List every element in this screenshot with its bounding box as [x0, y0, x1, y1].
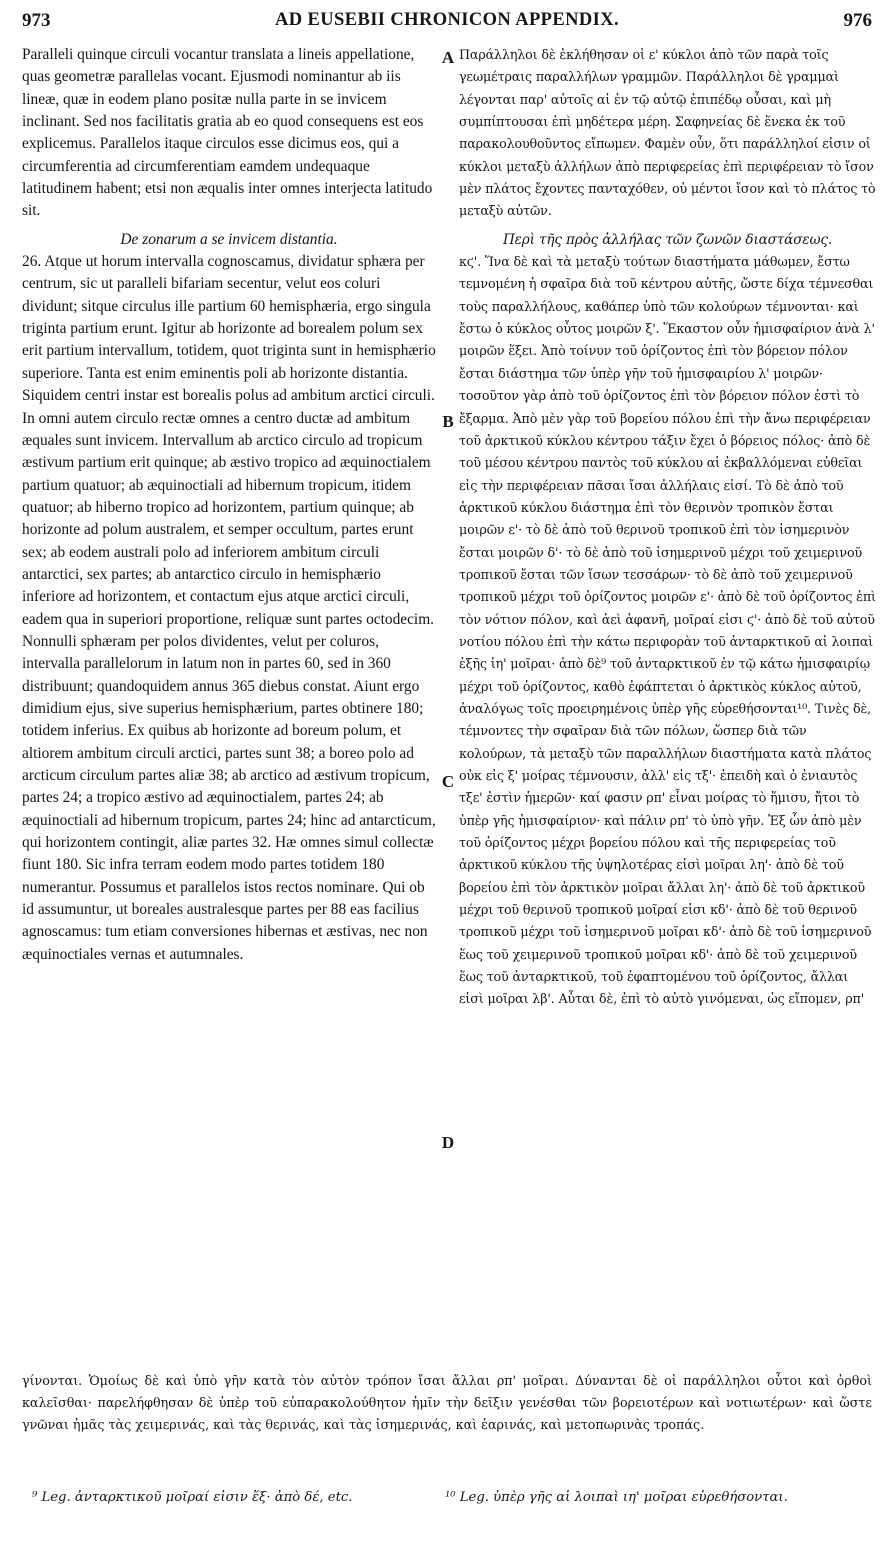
footnote-10-text: ¹⁰ Leg. ὑπὲρ γῆς αἱ λοιπαὶ ιη' μοῖραι εὑρεθήσονται.	[445, 1490, 788, 1505]
greek-continuation: γίνονται. Ὁμοίως δὲ καὶ ὑπὸ γῆν κατὰ τὸν αὐτὸν τρόπον ἴσαι ἄλλαι ρπ' μοῖραι. Δύνανται δὲ οἱ παράλληλοι οὗτοι καὶ ὀρθοὶ καλεῖσθαι· παρελήφθησαν δὲ ὑπὲρ τοῦ εὐπαρακολούθητον ἡμῖν τὴν δεῖξιν γενέσθαι τῶν βορειοτέρων καὶ νοτιωτέρων· καὶ ὥστε γνῶναι ἡμᾶς τὰς χειμερινάς, καὶ τὰς θερινάς, καὶ τὰς ἰσημερινάς, καὶ ἐαρινάς, καὶ μετοπωρινὰς τροπάς.	[22, 1372, 872, 1433]
running-title: AD EUSEBII CHRONICON APPENDIX.	[274, 10, 619, 30]
greek-paragraph-2: κϛ'. Ἵνα δὲ καὶ τὰ μεταξὺ τούτων διαστήματα μάθωμεν, ἔστω τεμνομένη ἡ σφαῖρα διὰ τοῦ κέντρου αὐτῆς, ὥστε δίχα τέμνεσθαι τοὺς παραλλήλους, καθάπερ ὑπὸ τῶν κολούρων τέμνονται· καὶ ἔστω ὁ κύκλος οὗτος μοιρῶν ξ'. Ἕκαστον οὖν ἡμισφαίριον ἀνὰ λ' μοιρῶν ἕξει. Ἀπὸ τοίνυν τοῦ ὁρίζοντος ἐπὶ τὸν βόρειον πόλον ἔσται διάστημα τῶν ὑπὲρ γῆν τοῦ ἡμισφαιρίου λ' μοιρῶν· τοσοῦτον γὰρ ἀπὸ τοῦ ὁρίζοντος ἐπὶ τὸν βόρειον πόλον ἐστὶ τὸ ἔξαρμα. Ἀπὸ μὲν γὰρ τοῦ βορείου πόλου ἐπὶ τὴν ἄνω περιφέρειαν τοῦ ἀρκτικοῦ κύκλου κέντρου τάξιν ἔχει ὁ βόρειος πόλος· ἀπὸ δὲ τοῦ μέσου κέντρου παντὸς τοῦ κύκλου αἱ ἐκβαλλόμεναι εὐθεῖαι εἰς τὴν περιφέρειαν πᾶσαι ἴσαι ἀλλήλαις εἰσί. Τὸ δὲ ἀπὸ τοῦ ἀρκτικοῦ κύκλου διάστημα ἐπὶ τὸν θερινὸν τροπικὸν ἔσται μοιρῶν ε'· τὸ δὲ ἀπὸ τοῦ θερινοῦ τροπικοῦ ἐπὶ τὸν ἰσημερινὸν ἔσται μοιρῶν δ'· τὸ δὲ ἀπὸ τοῦ ἰσημερινοῦ μέχρι τοῦ χειμερινοῦ τροπικοῦ ἔσται τῶν ἴσων τεσσάρων· τὸ δὲ ἀπὸ τοῦ χειμερινοῦ τροπικοῦ μέχρι τοῦ ὁρίζοντος μοιρῶν ε'· ἀπὸ δὲ τοῦ ὁρίζοντος ἐπὶ τὸν νότιον πόλον, καὶ ἀεὶ ἀφανῆ, μοῖραί εἰσι ϛ'· ἀπὸ δὲ τοῦ αὐτοῦ νοτίου πόλου ἐπὶ τὴν κάτω περιφορὰν τοῦ ἀνταρκτικοῦ αἱ λοιπαὶ ἑξῆς ἰη' μοῖραι· ἀπὸ δὲ⁹ τοῦ ἀνταρκτικοῦ ἐν τῷ κάτω ἡμισφαιρίῳ μέχρι τοῦ ὁρίζοντος, καθὸ ἐφάπτεται ὁ ἀρκτικὸς κύκλος αὐτοῦ, ἀναλόγως τοῖς προειρημένοις ὑπὲρ γῆς εὑρεθήσονται¹⁰. Τινὲς δὲ, τέμνοντες τὴν σφαῖραν διὰ τῶν πόλων, ὥσπερ διὰ τῶν κολούρων, τὰ μεταξὺ τῶν παραλλήλων διαστήματα κατὰ πλάτος οὐκ εἰς ξ' μοίρας τέμνουσιν, ἀλλ' εἰς τξ'· ἐπειδὴ καὶ ὁ ἐνιαυτὸς τξε' ἐστὶν ἡμερῶν· καί φασιν ρπ' εἶναι μοίρας τὸ ἥμισυ, ἤτοι τὸ ὑπὲρ γῆς ἡμισφαίριον· καὶ πάλιν ρπ' τὸ ὑπὸ γῆν. Ἐξ ὧν ἀπὸ μὲν τοῦ ὁρίζοντος μέχρι βορείου πόλου καὶ τῆς περιφερείας τοῦ ἀρκτικοῦ κύκλου τῆς ὑψηλοτέρας εἰσὶ μοῖραι λη'· ἀπὸ δὲ τοῦ βορείου ἐπὶ τὸν ἀρκτικὸν μοῖραι ἄλλαι λη'· ἀπὸ δὲ τοῦ ἀρκτικοῦ μέχρι τοῦ θερινοῦ τροπικοῦ μοῖραί εἰσι κδ'· ἀπὸ δὲ τοῦ θερινοῦ τροπικοῦ μέχρι τοῦ ἰσημερινοῦ μοῖραι κδ'· ἀπὸ δὲ τοῦ ἰσημερινοῦ ἕως τοῦ χειμερινοῦ τροπικοῦ μοῖραι κδ'· ἀπὸ δὲ τοῦ χειμερινοῦ ἕως τοῦ ἀνταρκτικοῦ, τοῦ ἐφαπτομένου τοῦ ὁρίζοντος, ἄλλαι εἰσὶ μοῖραι λβ'. Αὗται δὲ, ἐπὶ τὸ αὐτὸ γινόμεναι, ὡς εἴπομεν, ρπ'	[459, 254, 876, 1007]
latin-column	[22, 44, 436, 966]
page-number-left: 973	[22, 10, 51, 31]
margin-marker-b: B	[442, 412, 454, 431]
greek-paragraph-1: Παράλληλοι δὲ ἐκλήθησαν οἱ ε' κύκλοι ἀπὸ τῶν παρὰ τοῖς γεωμέτραις παραλλήλων γραμμῶν. Παράλληλοι δὲ γραμμαὶ λέγονται παρ' αὐτοῖς αἱ ἐν τῷ αὐτῷ ἐπιπέδῳ οὖσαι, καὶ μὴ συμπίπτουσαι ἐπὶ μηδέτερα μέρη. Σαφηνείας δὲ ἕνεκα ἐκ τοῦ παρακολουθοῦντος εἴπωμεν. Φαμὲν οὖν, ὅτι παράλληλοί εἰσιν οἱ κύκλοι μεταξὺ ἀλλήλων ἀπὸ περιφερείας ἐπὶ περιφέρειαν τὸ ἴσον μὲν πλάτος ἔχοντες πανταχόθεν, οὐ μέντοι ἴσον καὶ τὸ πλάτος τὸ μεταξὺ αὐτῶν.	[459, 47, 876, 219]
latin-section-title: De zonarum a se invicem distantia.	[120, 230, 338, 248]
latin-paragraph-2: 26. Atque ut horum intervalla cognoscamus, dividatur sphæra per centrum, sic ut paralleli bifariam secentur, velut eos coluri dividunt; sitque circulus ille partium 60 hemisphæria, ergo singula triginta partium erunt. Igitur ab horizonte ad borealem polum sex erit partium intervallum, totidem, quot triginta sunt in hemisphærio superiore. Tanta est enim eminentis poli ab horizonte distantia. Siquidem centri instar est borealis polus ad ambitum arctici circuli. In omni autem circulo rectæ omnes a centro ductæ ad ambitum æquales sunt invicem. Intervallum ab arctico circulo ad tropicum æstivum partium erit quinque; ab æstivo tropico ad æquinoctialem partium quatuor; ab æquinoctiali ad hibernum tropicum, itidem quatuor; ab hiberno tropico ad horizontem, partium quinque; ab horizonte ad polum australem, et semper occultum, partes erunt sex; ab eodem australi polo ad inferiorem ambitum circuli antarctici, sex partes; ab antarctico circulo in hemisphærio inferiore ad horizontem, et contactum ejus atque arctici circuli, eadem qua in superiori proportione, reliquæ sunt partes octodecim. Nonnulli sphæram per polos dividentes, velut per coluros, intervalla parallelorum in latum non in partes 60, sed in 360 distribuunt; quandoquidem annus 365 diebus constat. Aiunt ergo dimidium ejus, sive superius hemisphærium, partes obtinere 180; totidem inferius. Ex quibus ab horizonte ad boreum polum, et altiorem ambitum circuli arctici, partes sunt 38; a boreo polo ad arcticum circulum partes aliæ 38; ab arctico ad æstivum tropicum, partes 24; a tropico æstivo ad æquinoctialem, partes 24; ab æquinoctiali ad hibernum tropicum, partes 24; hinc ad antarcticum, qui horizontem contingit, aliæ partes 32. Hæ omnes simul collectæ fiunt 180. Sic infra terram eodem modo partes totidem 180 numerantur. Possumus et parallelos istos rectos nominare. Qui ob id assumuntur, ut boreales australesque partes per 88 eas facilius agnoscamus: tum etiam conversiones hibernas et æstivas, nec non æquinoctiales vernas et autumnales.	[22, 253, 436, 963]
margin-marker-d: D	[441, 1133, 455, 1152]
footnote-10	[445, 1490, 875, 1505]
margin-marker-a: A	[441, 48, 455, 67]
running-header	[22, 10, 872, 36]
footnote-9-text: ⁹ Leg. ἀνταρκτικοῦ μοῖραί εἰσιν ἕξ· ἀπὸ δέ, etc.	[32, 1490, 353, 1505]
footnote-9	[32, 1490, 432, 1505]
page-number-right: 976	[843, 10, 872, 31]
greek-section-title: Περὶ τῆς πρὸς ἀλλήλας τῶν ζωνῶν διαστάσεως.	[502, 231, 833, 248]
margin-marker-c: C	[441, 772, 455, 791]
greek-column	[459, 44, 876, 1011]
latin-paragraph-1: Paralleli quinque circuli vocantur translata a lineis appellatione, quas geometræ parallelas vocant. Ejusmodi nominantur ab iis lineæ, quæ in eodem plano positæ nulla parte in se invicem inclinant. Sed nos facilitatis gratia ab eo quod consequens est eos explicemus. Parallelos itaque circulos esse dicimus eos, qui a circumferentia ad circumferentiam eamdem undequaque latitudinem habent; etsi non æqualis inter omnes interjecta latitudo sit.	[22, 46, 433, 220]
